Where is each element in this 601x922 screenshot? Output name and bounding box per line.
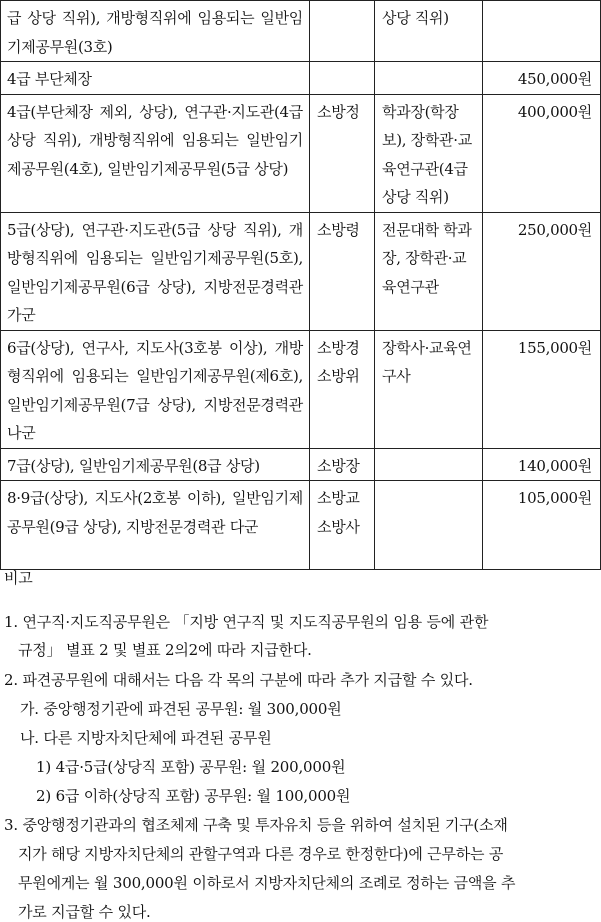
- amount-cell: 105,000원: [483, 481, 601, 570]
- position-cell: 6급(상당), 연구사, 지도사(3호봉 이상), 개방형직위에 임용되는 일반임기제공무원(제6호), 일반임기제공무원(7급 상당), 지방전문경력관 나군: [1, 330, 310, 448]
- position-cell: 5급(상당), 연구관·지도관(5급 상당 직위), 개방형직위에 임용되는 일반임기제공무원(5호), 일반임기제공무원(6급 상당), 지방전문경력관 가군: [1, 212, 310, 330]
- fire-rank-cell: 소방교 소방사: [310, 481, 375, 570]
- fire-rank-cell: 소방장: [310, 448, 375, 481]
- edu-rank-cell: [375, 448, 483, 481]
- fire-rank-cell: [310, 1, 375, 62]
- note-3-line: 가로 지급할 수 있다.: [18, 903, 151, 921]
- table-row: [1, 94, 601, 212]
- edu-rank-cell: 학과장(학장보), 장학관·교육연구관(4급 상당 직위): [375, 94, 483, 212]
- table-row: [1, 481, 601, 570]
- note-2: 2. 파견공무원에 대해서는 다음 각 목의 구분에 따라 추가 지급할 수 있다.: [4, 671, 473, 689]
- edu-rank-cell: 전문대학 학과장, 장학관·교육연구관: [375, 212, 483, 330]
- amount-cell: 450,000원: [483, 62, 601, 95]
- position-cell: 7급(상당), 일반임기제공무원(8급 상당): [1, 448, 310, 481]
- amount-cell: 155,000원: [483, 330, 601, 448]
- note-1-line: 규정」 별표 2 및 별표 2의2에 따라 지급한다.: [18, 641, 312, 659]
- note-2-subitem-1: 1) 4급·5급(상당직 포함) 공무원: 월 200,000원: [36, 758, 346, 776]
- fire-rank-cell: 소방경 소방위: [310, 330, 375, 448]
- table-row: [1, 448, 601, 481]
- edu-rank-cell: [375, 481, 483, 570]
- fire-rank-cell: 소방정: [310, 94, 375, 212]
- table-row: [1, 212, 601, 330]
- edu-rank-cell: [375, 62, 483, 95]
- position-cell: 4급 부단체장: [1, 62, 310, 95]
- note-2-item-b: 나. 다른 지방자치단체에 파견된 공무원: [20, 729, 272, 747]
- note-3-line: 지가 해당 지방자치단체의 관할구역과 다른 경우로 한정한다)에 근무하는 공: [18, 845, 504, 863]
- amount-cell: 400,000원: [483, 94, 601, 212]
- note-1-line: 1. 연구직·지도직공무원은 「지방 연구직 및 지도직공무원의 임용 등에 관한: [4, 613, 489, 631]
- fire-rank-cell: [310, 62, 375, 95]
- edu-rank-cell: 장학사·교육연구사: [375, 330, 483, 448]
- fire-rank-cell: 소방령: [310, 212, 375, 330]
- table-row: [1, 1, 601, 62]
- position-cell: 4급(부단체장 제외, 상당), 연구관·지도관(4급 상당 직위), 개방형직위에 임용되는 일반임기제공무원(4호), 일반임기제공무원(5급 상당): [1, 94, 310, 212]
- edu-rank-cell: 상당 직위): [375, 1, 483, 62]
- note-2-item-a: 가. 중앙행정기관에 파견된 공무원: 월 300,000원: [20, 700, 342, 718]
- amount-cell: [483, 1, 601, 62]
- amount-cell: 140,000원: [483, 448, 601, 481]
- table-row: [1, 62, 601, 95]
- position-cell: 8·9급(상당), 지도사(2호봉 이하), 일반임기제공무원(9급 상당), 지방전문경력관 다군: [1, 481, 310, 570]
- amount-cell: 250,000원: [483, 212, 601, 330]
- table-row: [1, 330, 601, 448]
- note-3-line: 무원에게는 월 300,000원 이하로서 지방자치단체의 조례로 정하는 금액을 추: [18, 874, 516, 892]
- note-2-subitem-2: 2) 6급 이하(상당직 포함) 공무원: 월 100,000원: [36, 787, 351, 805]
- position-cell: 급 상당 직위), 개방형직위에 임용되는 일반임기제공무원(3호): [1, 1, 310, 62]
- note-3-line: 3. 중앙행정기관과의 협조체제 구축 및 투자유치 등을 위하여 설치된 기구(소재: [4, 816, 508, 834]
- notes-heading: 비고: [4, 569, 33, 587]
